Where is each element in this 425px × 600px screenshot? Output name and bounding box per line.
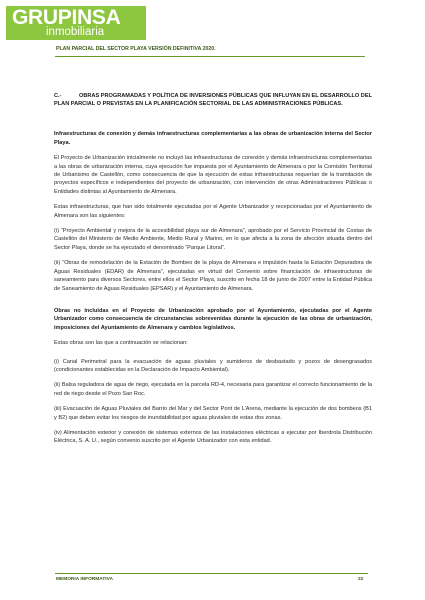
list-item: (i) Canal Perimetral para la evacuación de aguas pluviales y sumideros de desbastado y pozos de desengrasados (condicionantes establecidas en la Declaración de Impacto Ambiental).	[54, 358, 372, 373]
logo-subtitle: inmobiliaria	[46, 26, 105, 38]
section-number: C.-	[54, 93, 62, 99]
list-item: (iv) Alimentación exterior y conexión de sistemas externos de las instalaciones eléctricas a ejecutar por Iberdrola Distribución Eléctrica, S. A. U., según convenio suscrito por el Agente Urbanizador con esta entidad.	[54, 429, 372, 445]
footer-section-label: MEMORIA INFORMATIVA	[56, 577, 113, 582]
paragraph: El Proyecto de Urbanización inicialmente no incluyó las infraestructuras de conexión y demás infraestructuras complementarias a las obras de urbanización interna, cuya ejecución fue impuesta por el Ayuntamiento de Almenara o por la Comisión Territorial de Urbanismo de Castellón, como consecuencia de que la ejecución de estas infraestructuras requerían de la tramitación de proyectos específicos e independientes del proyecto de urbanización, con intervención de otras Administraciones Públicas o Entidades distintas al Ayuntamiento de Almenara.	[54, 155, 372, 195]
paragraph: Estas obras son las que a continuación se relacionan:	[54, 340, 188, 347]
section-title: OBRAS PROGRAMADAS Y POLÍTICA DE INVERSIONES PÚBLICAS QUE INFLUYAN EN EL DESARROLLO DEL PLAN PARCIAL O PREVISTAS EN LA PLANIFICACIÓN SECTORIAL DE LAS ADMINISTRACIONES PÚBLICAS.	[54, 93, 372, 108]
footer-divider	[55, 573, 368, 574]
document-body	[54, 92, 372, 446]
section-heading	[54, 92, 372, 108]
logo-brand: GRUPINSA	[12, 6, 121, 29]
subheading-obras-no-incluidas: Obras no incluidas en el Proyecto de Urbanización aprobado por el Ayuntamiento, ejecutadas por el Agente Urbanizador como consecuencia de circunstancias sobrevenidas durante la ejecución de las obras de urbanización, imposiciones del Ayuntamiento de Almenara y cambios legislativos.	[54, 307, 372, 331]
list-item: (iii) Evacuación de Aguas Pluviales del Barrio del Mar y del Sector Pont de L’Arena, mediante la ejecución de dos bombeos (B1 y B2) que deben evitar los riesgos de inundabilidad por aguas pluviales de estas dos zonas.	[54, 406, 372, 421]
logo	[6, 6, 146, 40]
header-divider	[55, 56, 365, 57]
page-number: 22	[358, 577, 364, 582]
list-item: (i) “Proyecto Ambiental y mejora de la accesibilidad playa sur de Almenara”, aprobado por el Servicio Provincial de Costas de Castellón del Ministerio de Medio Ambiente, Medio Rural y Marino, en lo que afecta a la zona de afección situada dentro del Sector Playa, donde se ha ejecutado el denominado “Parque Litoral”.	[54, 228, 372, 251]
list-item: (ii) “Obras de remodelación de la Estación de Bombeo de la playa de Almenara e impulsión hasta la Estación Depuradora de Aguas Residuales (EDAR) de Almenara”, ejecutadas en virtud del Convenio sobre financiación de infraestructuras de saneamiento para diversos Sectores, entre ellos el Sector Playa, suscrito en fecha 18 de junio de 2007 entre la Entidad Pública de Saneamiento de Aguas Residuales (EPSAR) y el Ayuntamiento de Almenara.	[54, 260, 372, 292]
list-item: (ii) Balsa reguladora de agua de riego, ejecutada en la parcela RD-4, necesaria para garantizar el correcto funcionamiento de la red de riego desde el Pozo San Roc.	[54, 382, 372, 397]
subheading-infraestructuras: Infraestructuras de conexión y demás infraestructuras complementarias a las obras de urbanización interna del Sector Playa.	[54, 131, 372, 146]
paragraph: Estas infraestructuras, que han sido totalmente ejecutadas por el Agente Urbanizador y recepcionadas por el Ayuntamiento de Almenara son las siguientes:	[54, 204, 372, 219]
page-header-title: PLAN PARCIAL DEL SECTOR PLAYA VERSIÓN DEFINITIVA 2020.	[56, 46, 216, 52]
